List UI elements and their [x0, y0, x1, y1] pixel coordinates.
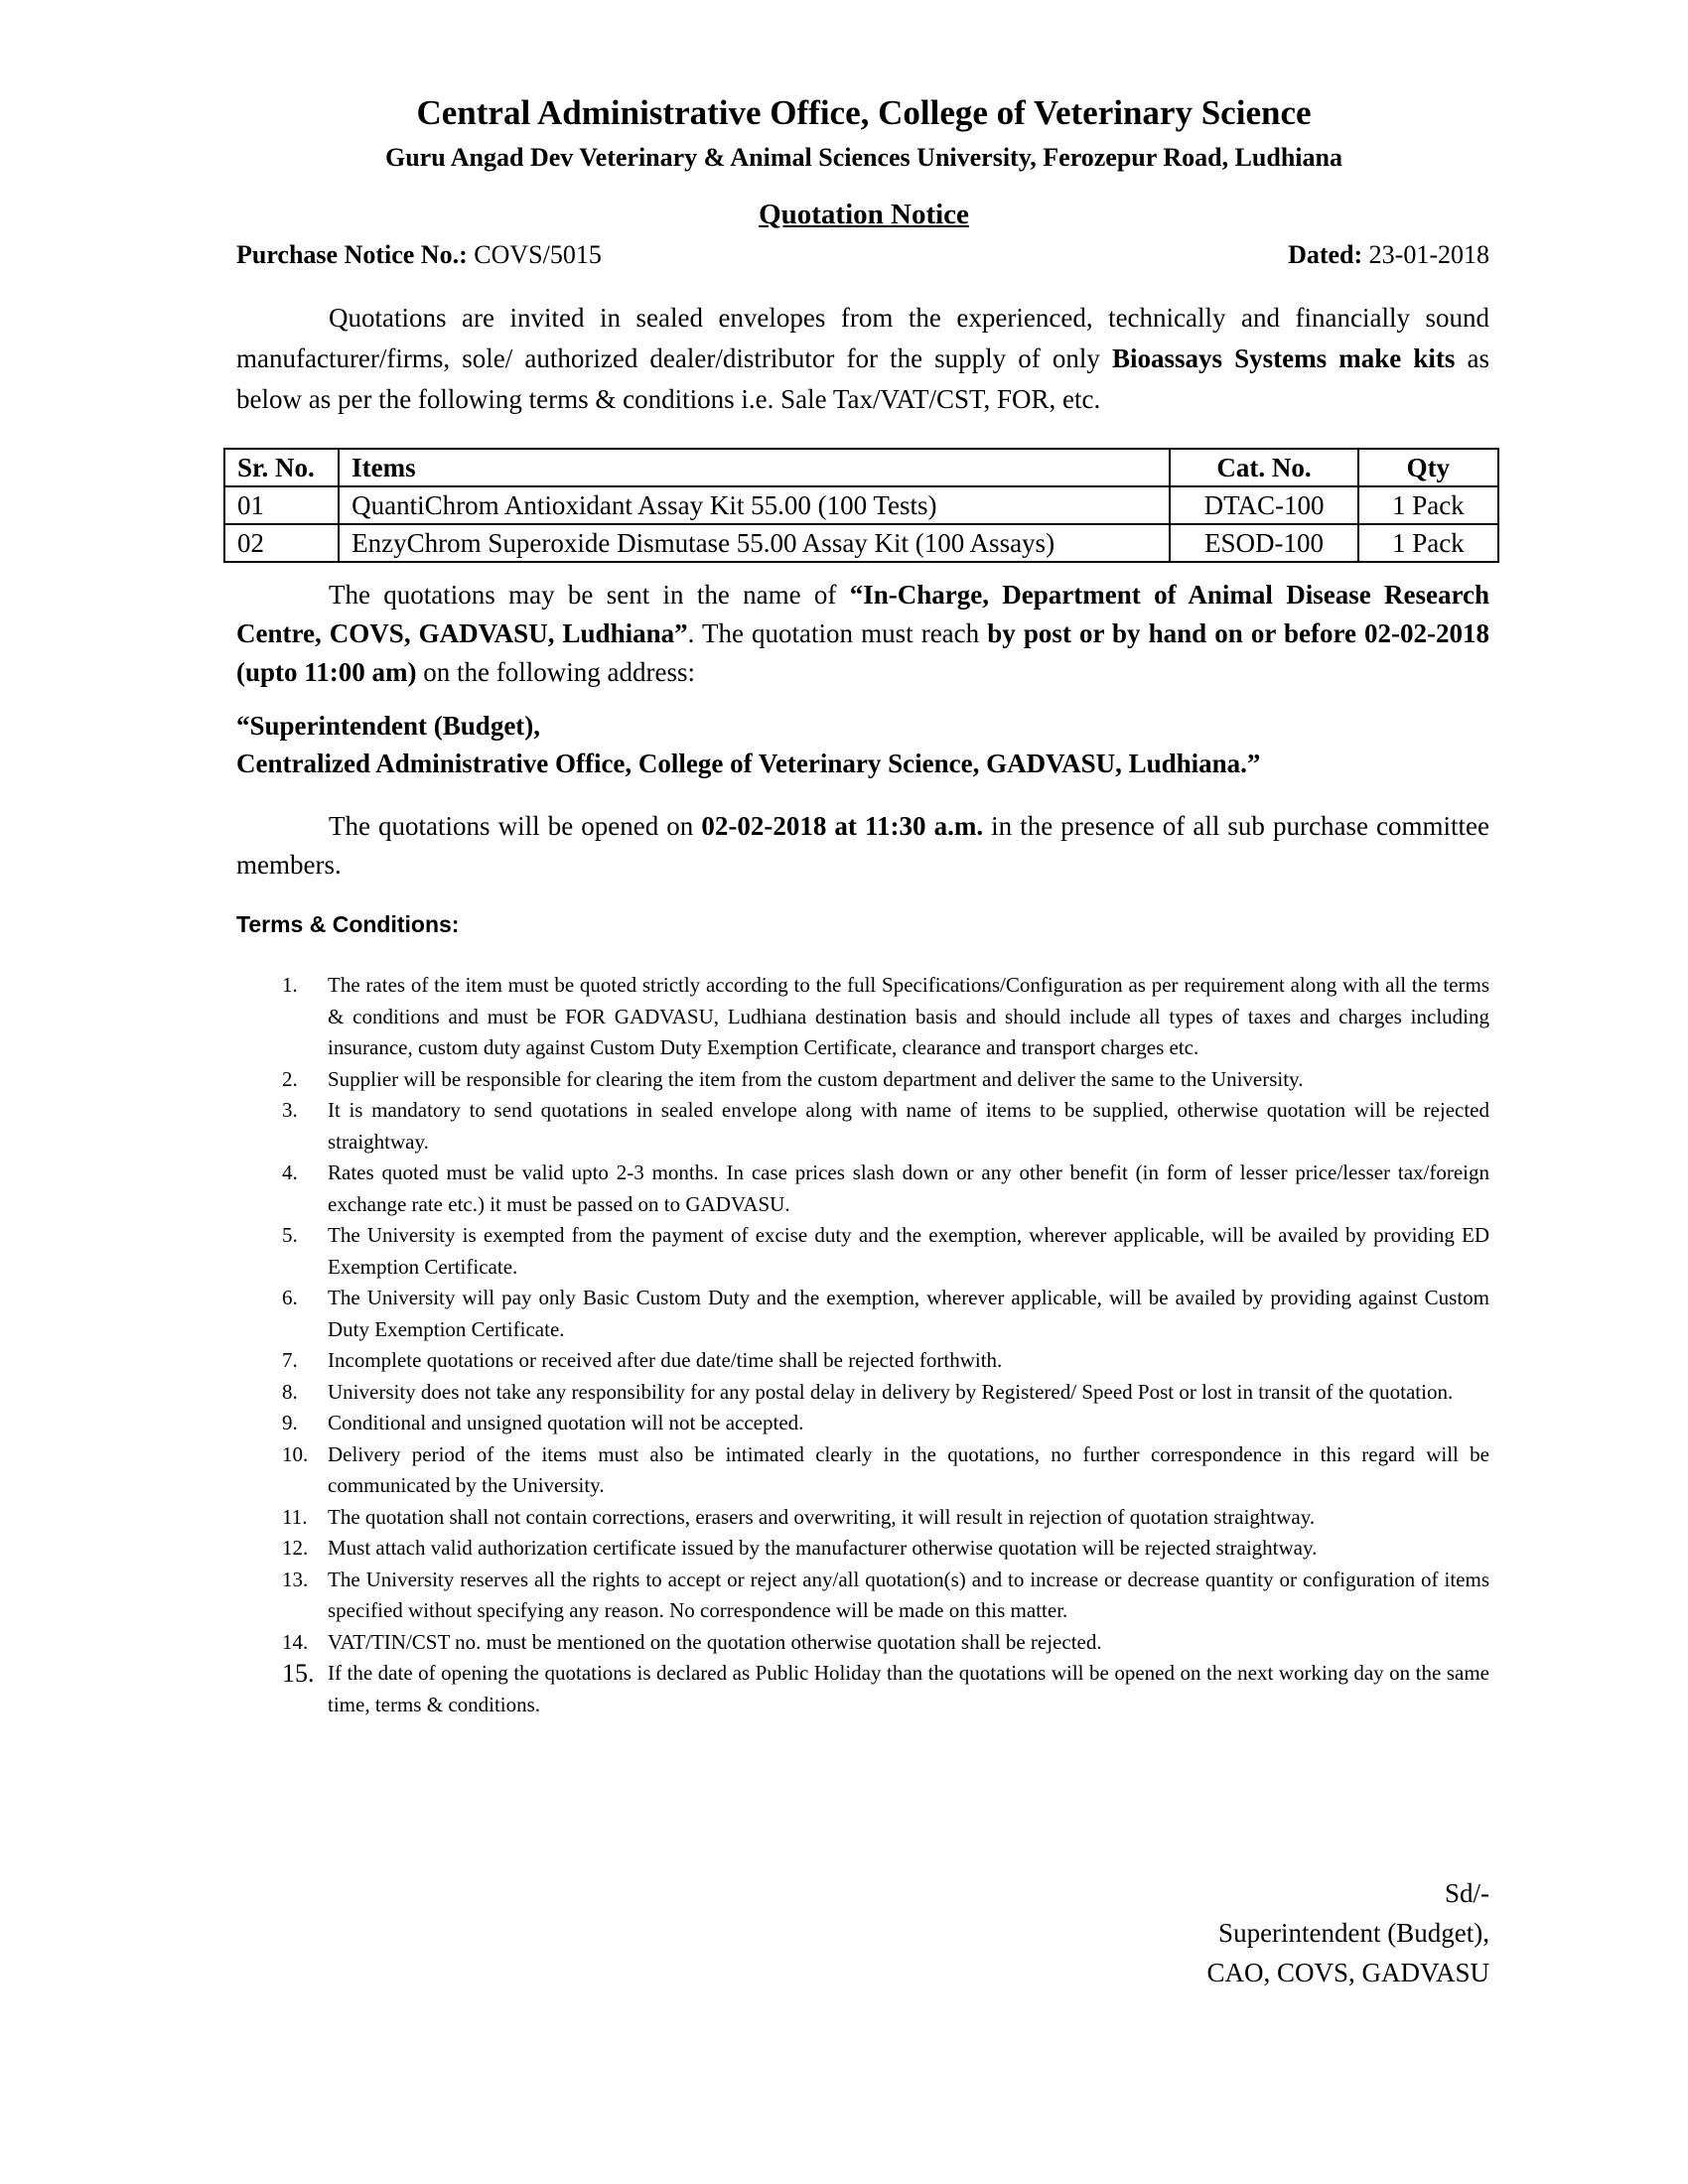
row-qty: 1 Pack: [1358, 524, 1498, 562]
signature-office: CAO, COVS, GADVASU: [1206, 1958, 1489, 1987]
purchase-notice: [236, 238, 602, 272]
row-cat-no: ESOD-100: [1170, 524, 1357, 562]
term-text: The University will pay only Basic Custom Duty and the exemption, wherever applicable, will be availed by providing against Custom Duty Exemption Certificate.: [328, 1286, 1489, 1341]
term-item: [236, 1565, 1489, 1627]
address-para-deadline: by post or by hand on or before 02-02-2018 (upto 11:00 am): [236, 618, 1489, 687]
notice-date-label: Dated:: [1288, 240, 1363, 269]
intro-text: Quotations are invited in sealed envelopes from the experienced, technically and financially sound manufacturer/firms, sole/ authorized dealer/distributor for the supply of only: [236, 303, 1489, 373]
terms-heading: Terms & Conditions:: [236, 911, 460, 937]
address-line-1: “Superintendent (Budget),: [236, 711, 541, 741]
term-text: The quotation shall not contain corrections, erasers and overwriting, it will result in rejection of quotation straightway.: [328, 1504, 1316, 1529]
term-item: [236, 1533, 1489, 1565]
address-para-text-mid: . The quotation must reach: [687, 618, 988, 648]
term-number: 1.: [282, 973, 298, 997]
office-title: Central Administrative Office, College of Veterinary Science: [416, 93, 1312, 132]
term-number: 14.: [282, 1629, 309, 1654]
address-para-recipient: “In-Charge, Department of Animal Disease Research Centre, COVS, GADVASU, Ludhiana”: [236, 580, 1489, 648]
intro-bold-text: Bioassays Systems make kits: [1112, 343, 1456, 373]
term-number: 3.: [282, 1098, 298, 1122]
intro-paragraph: [236, 298, 1489, 420]
term-text: Incomplete quotations or received after due date/time shall be rejected forthwith.: [328, 1348, 1003, 1372]
row-sr-no: 01: [224, 486, 339, 524]
opening-paragraph: [236, 807, 1489, 885]
term-text: The rates of the item must be quoted strictly according to the full Specifications/Configuration as per requirement along with all the terms & conditions and must be FOR GADVASU, Ludhiana destination basis and should include all types of taxes and charges including insurance, custom duty against Custom Duty Exemption Certificate, clearance and transport charges etc.: [328, 973, 1489, 1059]
row-item: QuantiChrom Antioxidant Assay Kit 55.00 (100 Tests): [339, 486, 1170, 524]
term-item: [236, 1345, 1489, 1377]
table-row: [224, 486, 1498, 524]
term-item: [236, 1158, 1489, 1220]
university-subtitle: Guru Angad Dev Veterinary & Animal Sciences University, Ferozepur Road, Ludhiana: [385, 143, 1342, 172]
row-qty: 1 Pack: [1358, 486, 1498, 524]
items-table: [223, 448, 1499, 563]
signature-block: [1206, 1873, 1489, 1992]
signature-designation: Superintendent (Budget),: [1218, 1918, 1489, 1948]
term-text: Supplier will be responsible for clearing the item from the custom department and deliver the same to the University.: [328, 1066, 1304, 1091]
terms-list: [236, 970, 1489, 1720]
header-items: Items: [339, 449, 1170, 486]
term-text: The University reserves all the rights to accept or reject any/all quotation(s) and to increase or decrease quantity or configuration of items specified without specifying any reason. No correspondence will be made on this matter.: [328, 1567, 1489, 1622]
term-text: Must attach valid authorization certificate issued by the manufacturer otherwise quotation will be rejected straightway.: [328, 1536, 1318, 1560]
term-item: [236, 1095, 1489, 1158]
term-item: [236, 1502, 1489, 1534]
term-text: It is mandatory to send quotations in sealed envelope along with name of items to be supplied, otherwise quotation will be rejected straightway.: [328, 1098, 1489, 1154]
term-number: 10.: [282, 1441, 309, 1466]
term-number: 2.: [282, 1066, 298, 1091]
term-number: 15.: [282, 1659, 315, 1688]
term-item: [236, 1439, 1489, 1502]
term-item: [236, 1377, 1489, 1409]
term-number: 8.: [282, 1379, 298, 1404]
row-sr-no: 02: [224, 524, 339, 562]
intro-text-end: as below as per the following terms & conditions i.e. Sale Tax/VAT/CST, FOR, etc.: [236, 343, 1489, 414]
notice-heading: Quotation Notice: [759, 199, 969, 230]
header-cat-no: Cat. No.: [1170, 449, 1357, 486]
term-text: Conditional and unsigned quotation will not be accepted.: [328, 1411, 804, 1434]
purchase-notice-value: COVS/5015: [467, 240, 602, 269]
term-number: 12.: [282, 1536, 309, 1560]
address-paragraph: [236, 576, 1489, 692]
term-text: Delivery period of the items must also be intimated clearly in the quotations, no further correspondence in this regard will be communicated by the University.: [328, 1441, 1489, 1497]
term-number: 4.: [282, 1160, 298, 1184]
row-item: EnzyChrom Superoxide Dismutase 55.00 Assay Kit (100 Assays): [339, 524, 1170, 562]
term-text: If the date of opening the quotations is declared as Public Holiday than the quotations will be opened on the next working day on the same time, terms & conditions.: [328, 1661, 1489, 1716]
term-text: Rates quoted must be valid upto 2-3 months. In case prices slash down or any other benefit (in form of lesser price/lesser tax/foreign exchange rate etc.) it must be passed on to GADVASU.: [328, 1160, 1489, 1216]
term-item: [236, 1408, 1489, 1439]
purchase-notice-label: Purchase Notice No.:: [236, 240, 468, 269]
notice-info-line: [236, 238, 1489, 272]
term-number: 5.: [282, 1223, 298, 1247]
notice-date: [1288, 238, 1489, 272]
opening-text-end: in the presence of all sub purchase committee members.: [236, 811, 1489, 880]
header-sr-no: Sr. No.: [224, 449, 339, 486]
term-item: [236, 970, 1489, 1064]
table-row: [224, 524, 1498, 562]
term-number: 13.: [282, 1567, 309, 1591]
header-qty: Qty: [1358, 449, 1498, 486]
term-item: [236, 1658, 1489, 1720]
opening-text: The quotations will be opened on: [329, 811, 702, 841]
term-item: [236, 1627, 1489, 1659]
notice-date-value: 23-01-2018: [1362, 240, 1489, 269]
term-item: [236, 1220, 1489, 1283]
opening-datetime: 02-02-2018 at 11:30 a.m.: [701, 811, 984, 841]
term-text: VAT/TIN/CST no. must be mentioned on the quotation otherwise quotation shall be rejected.: [328, 1629, 1102, 1654]
signature-sd: Sd/-: [1444, 1878, 1489, 1908]
term-item: [236, 1064, 1489, 1096]
row-cat-no: DTAC-100: [1170, 486, 1357, 524]
address-para-text: The quotations may be sent in the name of: [329, 580, 850, 610]
address-para-text-end: on the following address:: [416, 657, 695, 687]
address-line-2: Centralized Administrative Office, College of Veterinary Science, GADVASU, Ludhiana.”: [236, 749, 1261, 778]
term-number: 9.: [282, 1411, 298, 1434]
term-number: 11.: [282, 1504, 308, 1529]
term-item: [236, 1283, 1489, 1345]
term-number: 6.: [282, 1286, 298, 1309]
term-text: The University is exempted from the payment of excise duty and the exemption, wherever applicable, will be availed by providing ED Exemption Certificate.: [328, 1223, 1489, 1279]
term-text: University does not take any responsibility for any postal delay in delivery by Registered/ Speed Post or lost in transit of the quotation.: [328, 1379, 1454, 1404]
table-header-row: [224, 449, 1498, 486]
term-number: 7.: [282, 1348, 298, 1372]
delivery-address: [236, 707, 1489, 782]
